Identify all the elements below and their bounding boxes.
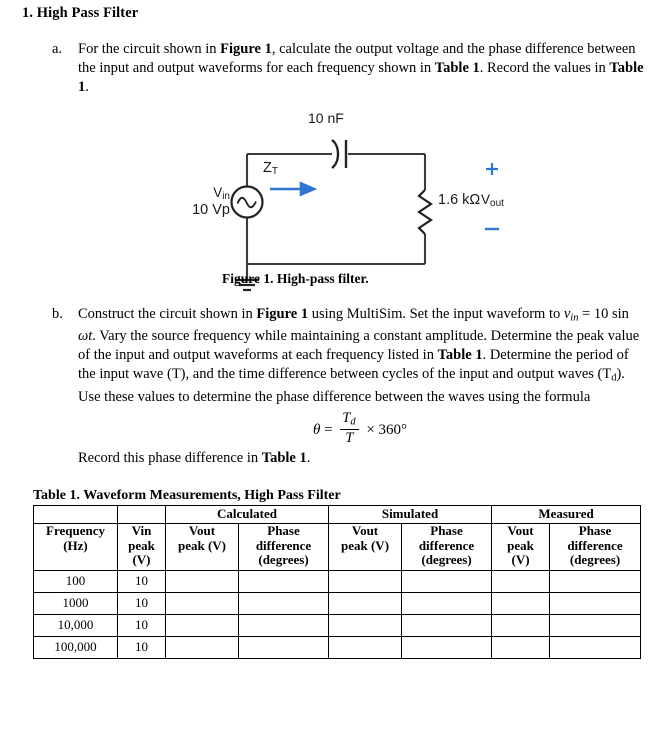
resistor-symbol [419, 190, 431, 234]
cell-calculated-phase[interactable] [239, 636, 329, 658]
table-caption: Table 1. Waveform Measurements, High Pass Filter [33, 488, 341, 503]
table-row [34, 636, 641, 658]
table-column-header-row [34, 524, 641, 571]
column-header-frequency [34, 524, 118, 571]
header-line: peak [128, 537, 155, 553]
phase-difference-formula [78, 411, 642, 446]
ac-source-symbol [232, 187, 263, 218]
cell-simulated-vout[interactable] [329, 570, 402, 592]
polarity-plus-icon [486, 163, 498, 175]
list-item-a [52, 40, 652, 97]
text-run-bold: Table 1 [437, 347, 483, 364]
header-line: (degrees) [569, 552, 621, 567]
text-run: . Determine the period of the input wave (T), and the time difference between cycles of the input and output waves $(T_d)$. Use these values to determine the phase difference between the waves using the formula [78, 347, 629, 405]
text-run-italic: ωt [78, 328, 93, 345]
text-run: Record this phase difference in [78, 449, 262, 466]
group-header-simulated: Simulated [329, 506, 492, 524]
source-label-amplitude: 10 Vp [192, 202, 230, 218]
cell-frequency: 10,000 [34, 614, 118, 636]
circuit-diagram [180, 112, 580, 292]
formula-multiplier: × 360° [366, 421, 408, 438]
header-line: (V) [511, 552, 530, 567]
table-group-header-row [34, 506, 641, 524]
impedance-arrow [270, 184, 314, 195]
header-line: Phase [430, 523, 463, 538]
cell-measured-vout[interactable] [492, 614, 550, 636]
header-line: peak (V) [177, 537, 227, 553]
cell-calculated-phase[interactable] [239, 592, 329, 614]
cell-simulated-vout[interactable] [329, 614, 402, 636]
cell-simulated-phase[interactable] [402, 614, 492, 636]
cell-frequency: 1000 [34, 592, 118, 614]
text-run: . [85, 79, 89, 95]
list-marker-a: a. [52, 41, 63, 57]
header-line: peak (V) [341, 537, 390, 553]
capacitor-symbol [332, 140, 346, 168]
text-run-bold: Table 1 [261, 449, 307, 466]
cell-calculated-phase[interactable] [239, 570, 329, 592]
cell-simulated-vout[interactable] [329, 636, 402, 658]
figure-caption: Figure 1. High-pass filter. [222, 271, 369, 286]
formula-equals: = [324, 421, 333, 438]
header-line: Vin [131, 523, 152, 538]
cell-calculated-phase[interactable] [239, 614, 329, 636]
list-marker-b: b. [52, 306, 63, 322]
column-header-calculated-vout [166, 524, 239, 571]
header-line: Phase [578, 523, 612, 538]
text-run: . [306, 449, 311, 466]
list-item-b [52, 305, 642, 468]
cell-measured-phase[interactable] [550, 614, 641, 636]
cell-simulated-phase[interactable] [402, 570, 492, 592]
text-run-bold: Figure 1 [220, 41, 272, 57]
table-row [34, 570, 641, 592]
text-run: Construct the circuit shown in [78, 306, 257, 322]
cell-calculated-vout[interactable] [166, 636, 239, 658]
header-line: (degrees) [258, 552, 309, 567]
cell-measured-vout[interactable] [492, 570, 550, 592]
column-header-measured-vout [492, 524, 550, 571]
table-row [34, 614, 641, 636]
table-row [34, 592, 641, 614]
group-header-calculated: Calculated [166, 506, 329, 524]
cell-vin-peak: 10 [118, 614, 166, 636]
text-run: . Record the values in [479, 60, 610, 76]
header-line: Vout [188, 523, 216, 538]
output-label-vout: Vout [481, 192, 504, 209]
cell-measured-vout[interactable] [492, 592, 550, 614]
column-header-calculated-phase [239, 524, 329, 571]
header-line: difference [255, 537, 312, 553]
group-header-blank-1 [34, 506, 118, 524]
header-line: Phase [267, 523, 300, 538]
cell-measured-phase[interactable] [550, 636, 641, 658]
formula-fraction [340, 411, 358, 446]
text-run: For the circuit shown in [78, 41, 221, 57]
cell-frequency: 100,000 [34, 636, 118, 658]
header-line: (degrees) [421, 552, 472, 567]
cell-vin-peak: 10 [118, 636, 166, 658]
cell-calculated-vout[interactable] [166, 592, 239, 614]
formula-numerator: $T_d$ [342, 409, 356, 427]
cell-vin-peak: 10 [118, 570, 166, 592]
cell-vin-peak: 10 [118, 592, 166, 614]
cell-measured-vout[interactable] [492, 636, 550, 658]
page-title: 1. High Pass Filter [22, 5, 139, 21]
source-label-vin: Vin [213, 185, 230, 202]
column-header-vin-peak [118, 524, 166, 571]
group-header-blank-2 [118, 506, 166, 524]
header-line: difference [567, 537, 623, 553]
text-run-italic: $v_{in}$ [563, 306, 579, 324]
cell-calculated-vout[interactable] [166, 614, 239, 636]
text-run-bold: Figure 1 [256, 306, 309, 322]
cell-simulated-phase[interactable] [402, 636, 492, 658]
list-item-b-text [78, 305, 642, 468]
column-header-simulated-vout [329, 524, 402, 571]
capacitor-label: 10 nF [308, 110, 344, 126]
group-header-measured: Measured [492, 506, 641, 524]
cell-simulated-vout[interactable] [329, 592, 402, 614]
text-run: , calculate the output voltage and the phase difference between the input and output waveforms for each frequency shown in [78, 41, 636, 76]
header-line: (V) [132, 552, 151, 567]
cell-measured-phase[interactable] [550, 570, 641, 592]
measurement-table [33, 505, 641, 659]
header-line: Vout [351, 523, 379, 538]
column-header-measured-phase [550, 524, 641, 571]
column-header-simulated-phase [402, 524, 492, 571]
cell-calculated-vout[interactable] [166, 570, 239, 592]
header-line: Frequency [46, 523, 105, 538]
formula-denominator: T [340, 429, 358, 446]
cell-simulated-phase[interactable] [402, 592, 492, 614]
text-run-bold: Table 1 [434, 60, 480, 76]
header-line: (Hz) [63, 537, 88, 553]
cell-measured-phase[interactable] [550, 592, 641, 614]
text-run: using MultiSim. Set the input waveform to [308, 306, 564, 322]
list-item-a-text [78, 40, 652, 97]
text-run-bold: Table 1 [78, 60, 644, 95]
header-line: peak [507, 537, 534, 553]
resistor-label: 1.6 kΩ [438, 192, 481, 208]
header-line: Vout [507, 523, 534, 538]
header-line: difference [418, 537, 475, 553]
text-run: = 10 sin [578, 306, 629, 322]
text-run: . Vary the source frequency while maintaining a constant amplitude. Determine the peak value of the input and output waveforms at each frequency listed in [78, 328, 640, 364]
impedance-label: ZT [263, 160, 278, 177]
cell-frequency: 100 [34, 570, 118, 592]
formula-theta: θ [312, 421, 321, 438]
